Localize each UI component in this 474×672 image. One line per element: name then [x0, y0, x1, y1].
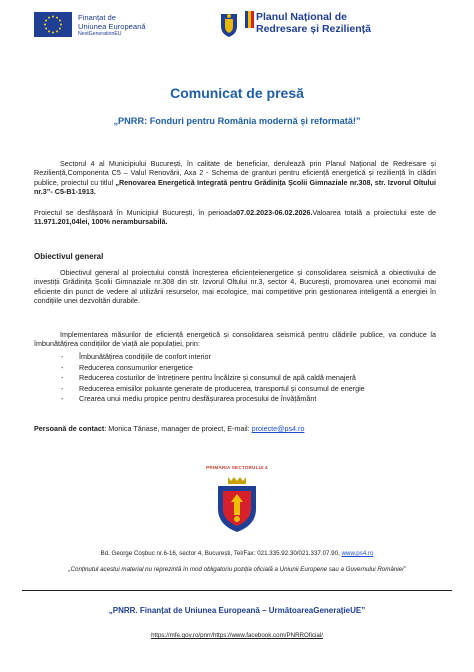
address-line: [0, 550, 474, 558]
address-text: Bd. George Coșbuc nr.6-16, sector 4, București, Tel/Fax: 021.335.92.30/021.337.07.90,: [100, 550, 342, 557]
value-label: Valoarea totală a proiectului este de: [312, 208, 436, 217]
pnrr-label: [256, 11, 456, 35]
objective-paragraph: Obiectivul general al proiectului constă încreșterea eficiențeienergetice și consolidarea seismică a obiectivului de investiții Grădinița Școlii Gimnaziale nr.308 din str. Izvorul Oltului nr.3, sector 4, București, promovarea unei economii mai eficiente din punct de vedere al utilizării resurselor, mai ecologice, mai competitive prin gestionarea inteligentă a energiei în condițiile unei dezvoltări durabile.: [34, 268, 436, 306]
page-title: Comunicat de presă: [170, 85, 304, 101]
list-item: - Reducerea consumurilor energetice: [61, 363, 441, 374]
objective-heading: Obiectivul general: [34, 252, 104, 261]
implementation-paragraph: Implementarea măsurilor de eficiență energetică și consolidarea seismică pentru clădirile publice, va conduce la îmbunătățirea condițiilor de viață ale populației, prin:: [34, 330, 436, 349]
eu-flag-icon: [34, 12, 72, 37]
contact-email-link[interactable]: proiecte@ps4.ro: [251, 424, 305, 433]
eu-label-line2: Uniunea Europeană: [78, 22, 146, 31]
project-title: „Renovarea Energetică Integrată pentru Grădinița Școlii Gimnaziale nr.308, str. Izvorul Oltului nr.3”- C5-B1-1913.: [34, 177, 436, 197]
page-subtitle: „PNRR: Fonduri pentru România modernă și reformată!”: [113, 116, 361, 126]
list-item: - Reducerea emisiilor poluante generate de producerea, transportul și consumul de energie: [61, 384, 441, 395]
pnrr-stripes-icon: [245, 11, 254, 28]
mfe-link[interactable]: https://mfe.gov.ro/pnrr/: [151, 632, 213, 639]
contact-text: : Monica Tănase, manager de proiect, E-mail:: [104, 424, 252, 433]
website-link[interactable]: www.ps4.ro: [341, 550, 374, 557]
eu-label-line3: NextGenerationEU: [78, 31, 122, 37]
pnrr-label-line2: Redresare și Reziliență: [256, 23, 371, 35]
intro-paragraph: [34, 159, 436, 196]
list-item: - Îmbunătățirea condițiile de confort interior: [61, 352, 441, 363]
project-value: 11.971.201,04lei, 100% nerambursabilă.: [34, 217, 168, 227]
disclaimer-text: „Conținutul acestui material nu reprezintă în mod obligatoriu poziția oficială a Uniunii Europene sau a Guvernului României”: [68, 566, 406, 573]
sector-logo-title: PRIMĂRIA SECTORULUI 4: [206, 465, 268, 470]
eu-label-line1: Finanțat de: [78, 13, 116, 22]
benefits-list: [61, 352, 441, 405]
contact-label: Persoană de contact: [34, 424, 105, 433]
intro-text: Sectorul 4 al Municipiului București, în calitate de beneficiar, derulează prin Planul Național de Redresare și Reziliență,Componenta C5 – Valul Renovării, Axa 2 - Schema de granturi pentru eficiență energetică și reziliență în clădiri publice, proiectul cu titlul: [34, 159, 436, 187]
divider: [22, 590, 452, 591]
contact-line: [34, 424, 436, 433]
romania-coat-of-arms-icon: [218, 10, 240, 38]
footer-links: [0, 632, 474, 640]
eu-funding-label: [78, 13, 188, 38]
list-item: - Crearea unui mediu propice pentru desfășurarea procesului de învățământ: [61, 394, 441, 405]
footer-tagline: „PNRR. Finanțat de Uniunea Europeană – UrmătoareaGenerațieUE”: [108, 606, 366, 615]
header-logos: [34, 10, 454, 42]
list-item: - Reducerea costurilor de întreținere pentru încălzire și consumul de apă caldă menajeră: [61, 373, 441, 384]
pnrr-label-line1: Planul Național de: [256, 11, 348, 23]
project-details-paragraph: [34, 208, 436, 227]
sector4-coat-of-arms-icon: [214, 475, 260, 533]
period-label: Proiectul se desfășoară în Municipiul București, în perioada: [34, 208, 237, 217]
facebook-link[interactable]: https://www.facebook.com/PNRROficial/: [212, 632, 323, 639]
project-period: 07.02.2023-06.02.2026.: [236, 208, 313, 217]
